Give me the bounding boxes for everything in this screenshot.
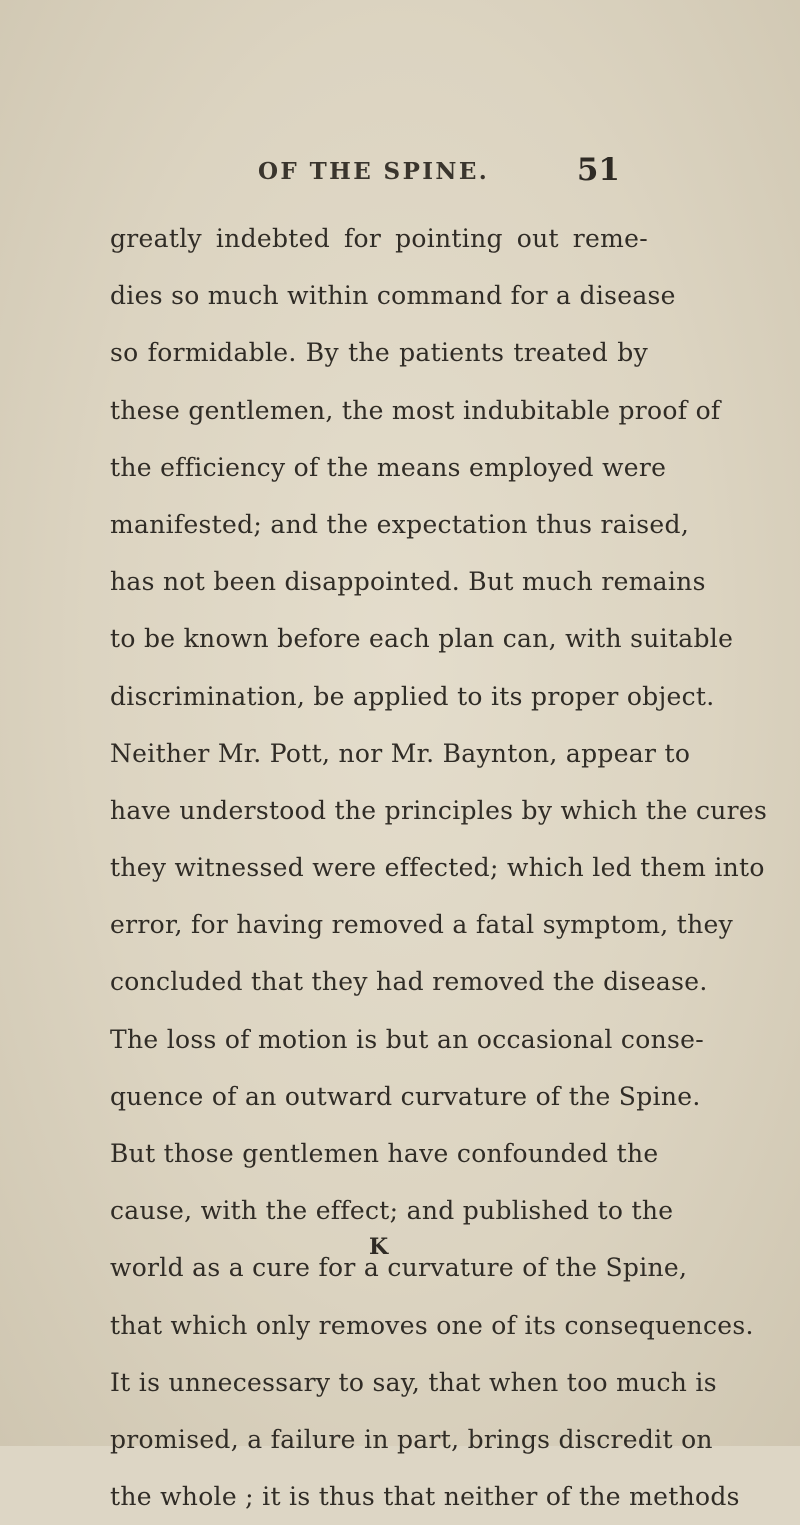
text-line: cause, with the effect; and published to the	[110, 1196, 674, 1226]
text-line: that which only removes one of its consequences.	[110, 1310, 754, 1340]
text-line: dies so much within command for a disease	[110, 281, 676, 311]
page-number: 51	[576, 152, 620, 188]
text-line: they witnessed were effected; which led them into	[110, 853, 765, 883]
signature-mark: K	[369, 1234, 389, 1260]
text-line: greatly indebted for pointing out reme-	[110, 224, 648, 253]
text-line: error, for having removed a fatal symptom, they	[110, 910, 734, 940]
body-text	[110, 210, 768, 1525]
text-line: promised, a failure in part, brings discredit on	[110, 1424, 713, 1454]
text-line: the efficiency of the means employed were	[110, 452, 667, 482]
text-line: has not been disappointed. But much remains	[110, 567, 706, 597]
text-line: discrimination, be applied to its proper object.	[110, 681, 715, 711]
text-line: world as a cure for a curvature of the Spine,	[110, 1253, 688, 1283]
page-header	[258, 152, 620, 198]
text-line: But those gentlemen have confounded the	[110, 1139, 659, 1168]
text-line: concluded that they had removed the disease.	[110, 967, 708, 997]
text-line: the whole ; it is thus that neither of the methods	[110, 1482, 740, 1512]
text-line: to be known before each plan can, with suitable	[110, 624, 734, 654]
text-line: Neither Mr. Pott, nor Mr. Baynton, appear to	[110, 738, 691, 768]
text-line: The loss of motion is but an occasional conse-	[110, 1024, 704, 1054]
text-line: so formidable. By the patients treated by	[110, 338, 648, 368]
running-head: OF THE SPINE.	[258, 158, 490, 185]
text-line: have understood the principles by which the cures	[110, 795, 768, 825]
text-line: manifested; and the expectation thus raised,	[110, 509, 690, 539]
text-line: these gentlemen, the most indubitable proof of	[110, 395, 721, 425]
text-line: It is unnecessary to say, that when too much is	[110, 1367, 717, 1397]
text-line: quence of an outward curvature of the Spine.	[110, 1081, 701, 1111]
